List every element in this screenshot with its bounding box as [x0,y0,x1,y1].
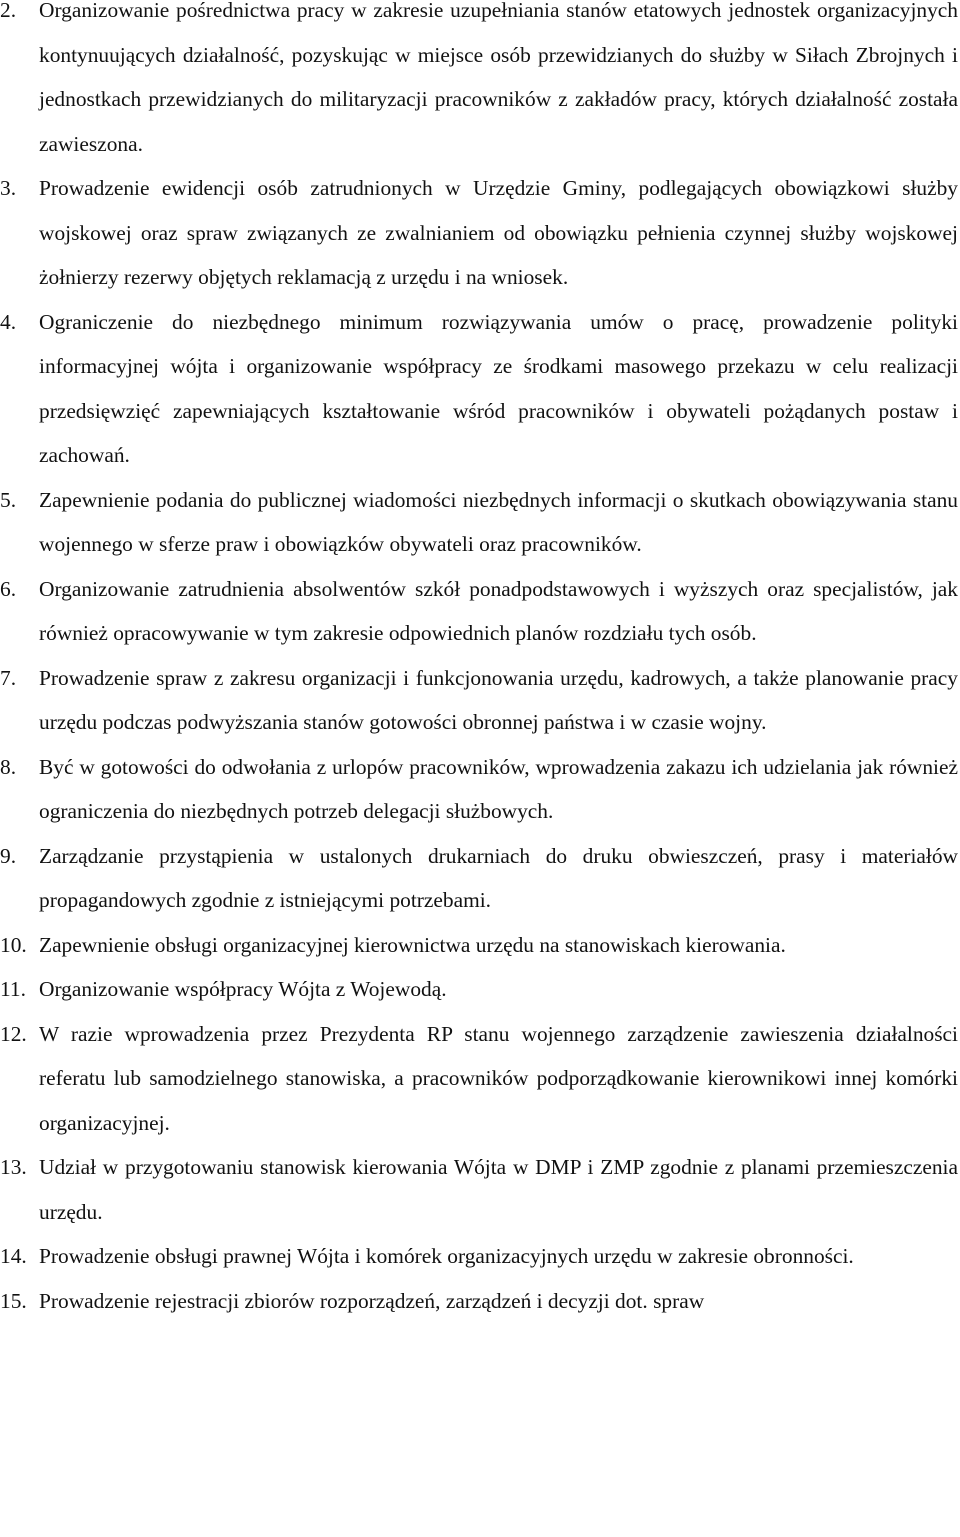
item-text: Organizowanie współpracy Wójta z Wojewodą. [39,977,447,1001]
list-item [0,567,958,656]
item-number: 13. [0,1155,27,1179]
item-number: 14. [0,1244,27,1268]
list-item [0,923,958,968]
item-text: Zarządzanie przystąpienia w ustalonych drukarniach do druku obwieszczeń, prasy i materiałów propagandowych zgodnie z istniejącymi potrzebami. [39,843,958,912]
item-number: 15. [0,1288,27,1313]
item-number: 8. [0,754,17,779]
item-number: 11. [0,977,26,1001]
item-text: Prowadzenie rejestracji zbiorów rozporządzeń, zarządzeń i decyzji dot. spraw [39,1288,705,1313]
list-item [0,1145,958,1234]
item-number: 2. [0,0,17,22]
item-number: 3. [0,176,17,200]
item-text: Prowadzenie obsługi prawnej Wójta i komórek organizacyjnych urzędu w zakresie obronności. [39,1244,854,1268]
item-number: 12. [0,1021,27,1046]
list-item [0,834,958,923]
list-item [0,745,958,834]
item-number: 5. [0,487,17,512]
item-text: Prowadzenie ewidencji osób zatrudnionych w Urzędzie Gminy, podlegających obowiązkowi służby wojskowej oraz spraw związanych ze zwalnianiem od obowiązku pełnienia czynnej służby wojskowej żołnierzy rezerwy objętych reklamacją z urzędu i na wniosek. [39,176,958,289]
list-item [0,166,958,300]
item-text: Organizowanie pośrednictwa pracy w zakresie uzupełniania stanów etatowych jednostek organizacyjnych kontynuujących działalność, pozyskując w miejsce osób przewidzianych do służby w Siłach Zbrojnych i jednostkach przewidzianych do militaryzacji pracowników z zakładów pracy, których działalność została zawieszona. [39,0,958,156]
item-text: Zapewnienie obsługi organizacyjnej kierownictwa urzędu na stanowiskach kierowania. [39,932,786,957]
item-text: Być w gotowości do odwołania z urlopów pracowników, wprowadzenia zakazu ich udzielania jak również ograniczenia do niezbędnych potrzeb delegacji służbowych. [39,754,958,823]
list-item [0,656,958,745]
item-number: 9. [0,843,17,868]
item-text: W razie wprowadzenia przez Prezydenta RP stanu wojennego zarządzenie zawieszenia działalności referatu lub samodzielnego stanowiska, a pracowników podporządkowanie kierownikowi innej komórki organizacyjnej. [39,1021,958,1135]
item-number: 10. [0,932,27,957]
list-item [0,1279,958,1324]
item-text: Organizowanie zatrudnienia absolwentów szkół ponadpodstawowych i wyższych oraz specjalistów, jak również opracowywanie w tym zakresie odpowiednich planów rozdziału tych osób. [39,576,958,645]
item-number: 6. [0,576,17,601]
item-number: 4. [0,309,17,334]
list-item [0,478,958,567]
item-text: Ograniczenie do niezbędnego minimum rozwiązywania umów o pracę, prowadzenie polityki informacyjnej wójta i organizowanie współpracy ze środkami masowego przekazu w celu realizacji przedsięwzięć zapewniających kształtowanie wśród pracowników i obywateli pożądanych postaw i zachowań. [39,309,958,467]
list-item [0,300,958,478]
list-item [0,1234,958,1279]
item-number: 7. [0,665,17,690]
list-item [0,967,958,1012]
item-text: Udział w przygotowaniu stanowisk kierowania Wójta w DMP i ZMP zgodnie z planami przemieszczenia urzędu. [39,1155,958,1224]
item-text: Zapewnienie podania do publicznej wiadomości niezbędnych informacji o skutkach obowiązywania stanu wojennego w sferze praw i obowiązków obywateli oraz pracowników. [39,487,958,556]
item-text: Prowadzenie spraw z zakresu organizacji i funkcjonowania urzędu, kadrowych, a także planowanie pracy urzędu podczas podwyższania stanów gotowości obronnej państwa i w czasie wojny. [39,665,958,734]
list-item [0,0,958,166]
list-item [0,1012,958,1146]
